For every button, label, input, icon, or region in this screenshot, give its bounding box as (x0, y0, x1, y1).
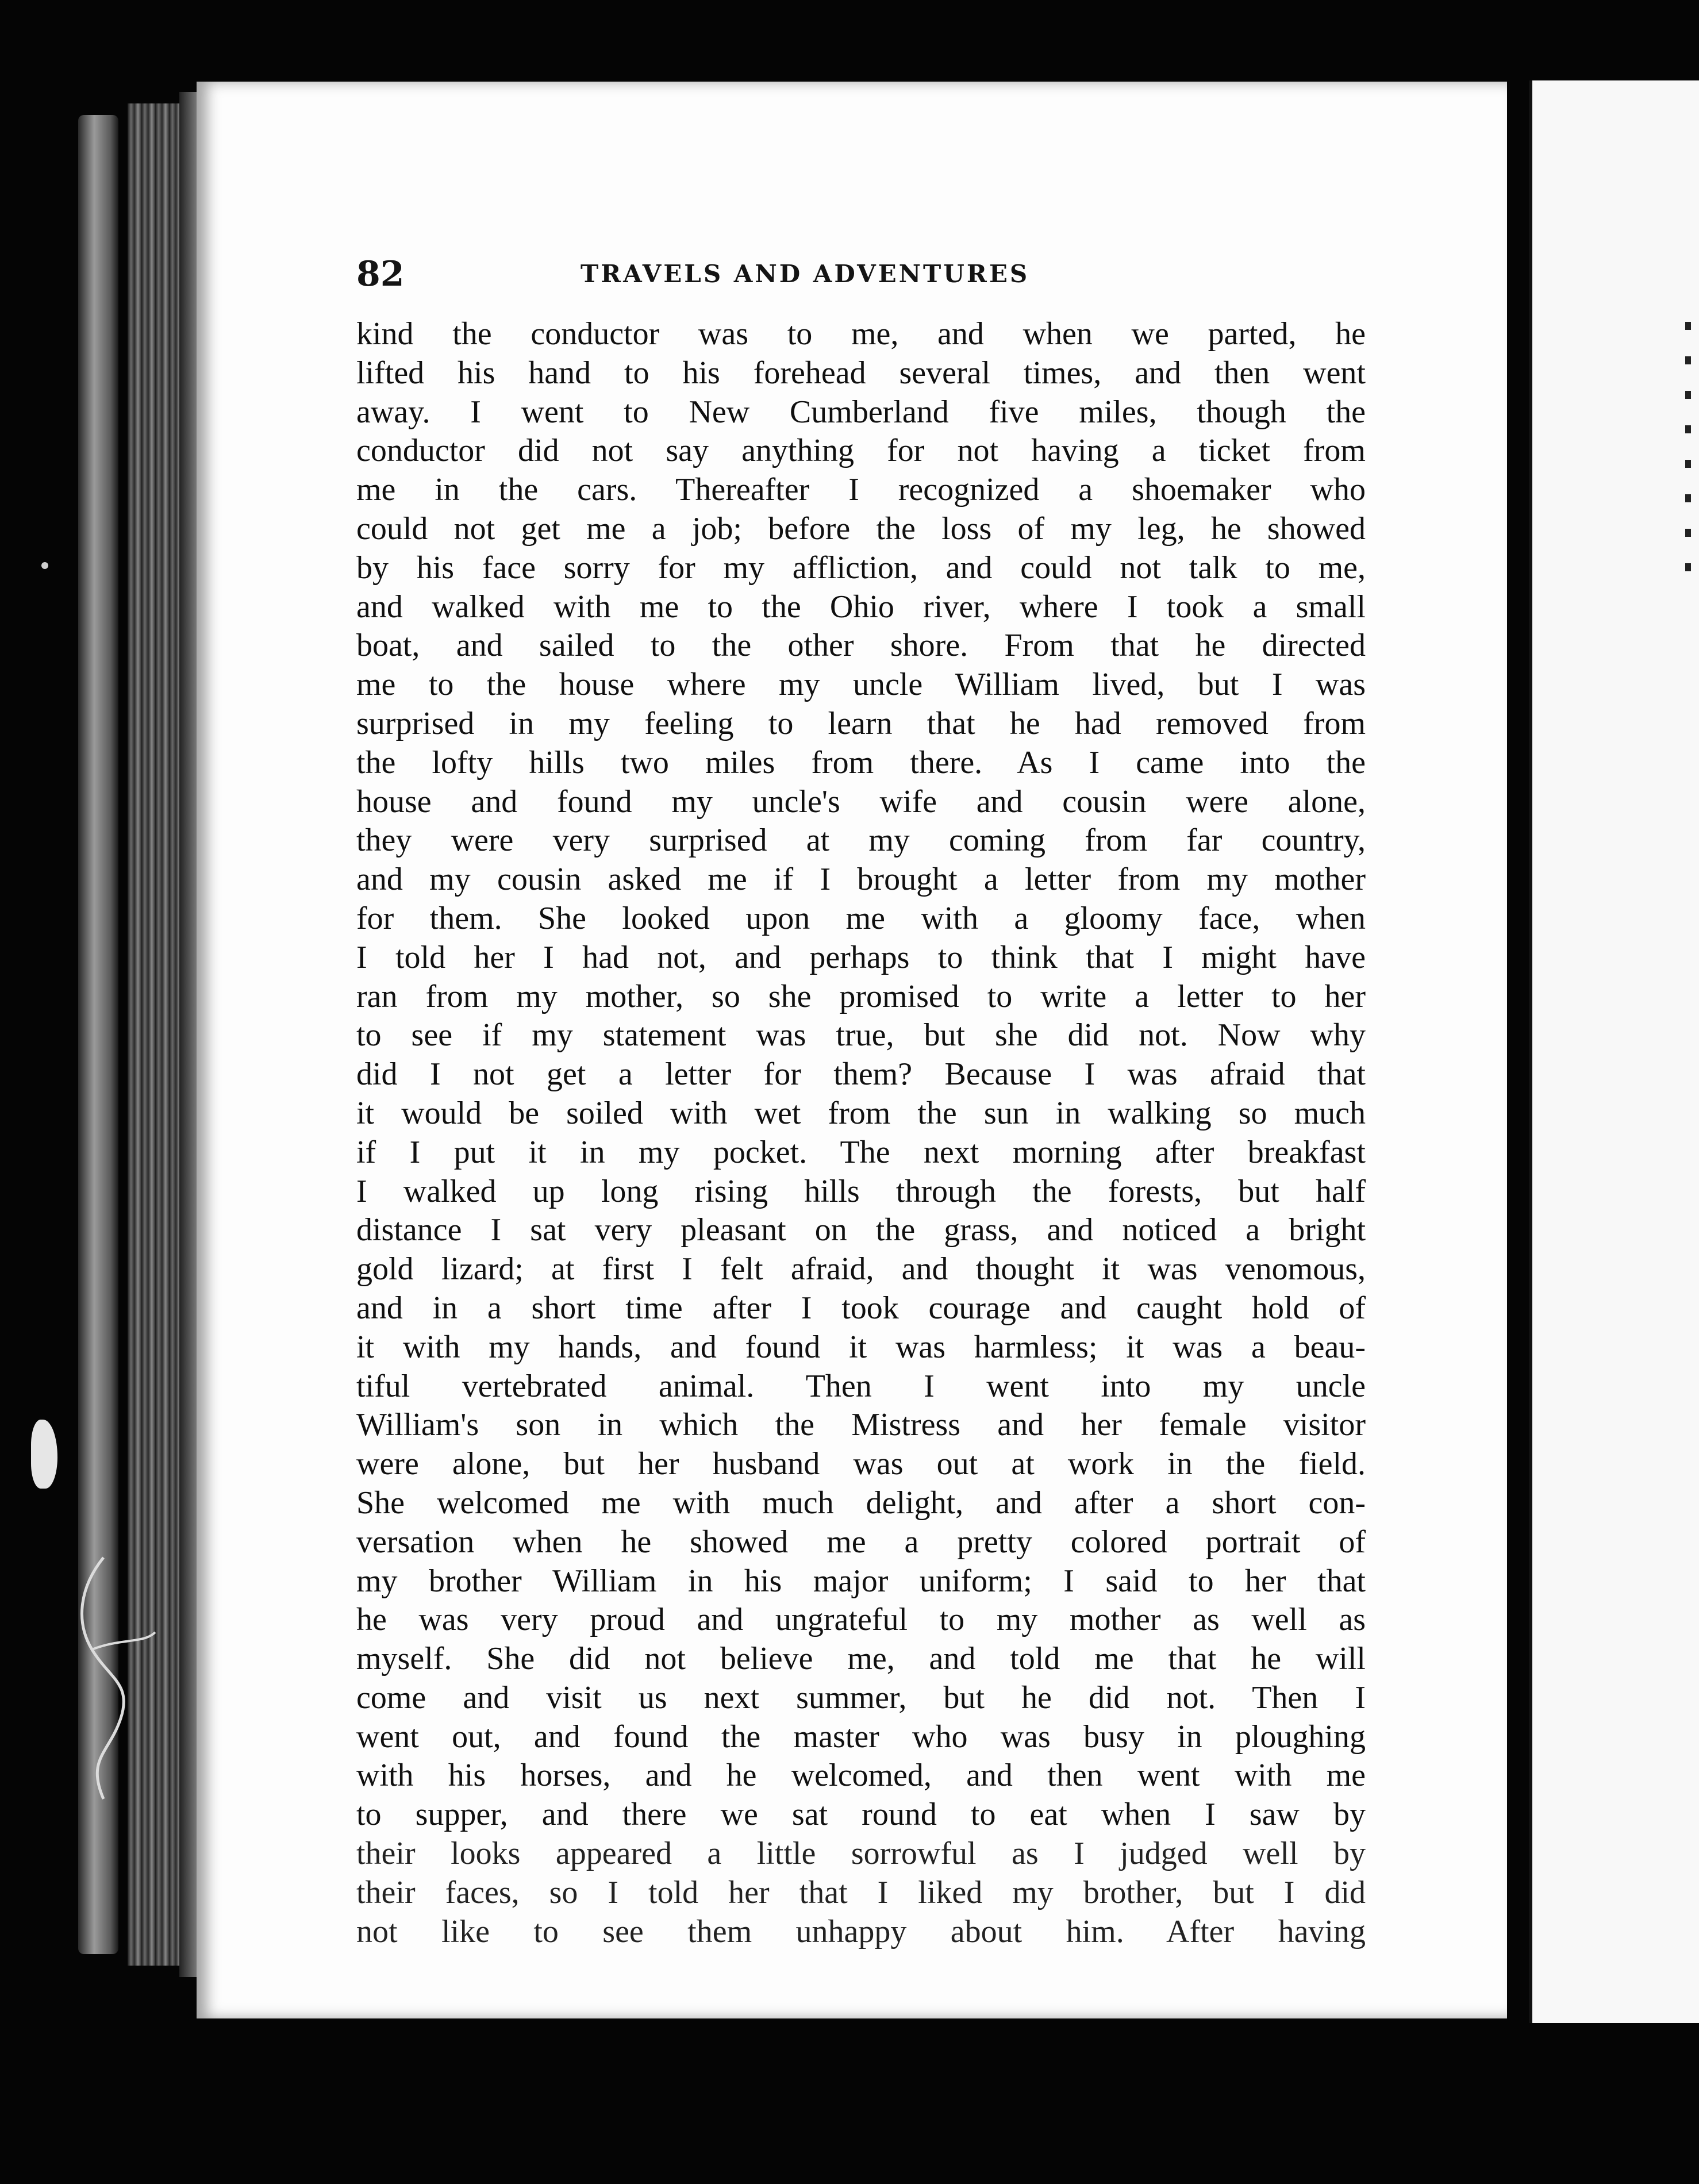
text-line: me to the house where my uncle William lived, but I was (356, 667, 1366, 703)
text-line: if I put it in my pocket. The next morning after breakfast (356, 1134, 1366, 1170)
text-line: they were very surprised at my coming from far country, (356, 822, 1366, 859)
text-line: it would be soiled with wet from the sun in walking so much (356, 1095, 1366, 1131)
facing-page-text-fragments (1685, 322, 1691, 586)
text-line: tiful vertebrated animal. Then I went into my uncle (356, 1368, 1366, 1404)
text-line: to supper, and there we sat round to eat when I saw by (356, 1797, 1366, 1833)
text-line: surprised in my feeling to learn that he had removed from (356, 705, 1366, 741)
text-line: away. I went to New Cumberland five miles, though the (356, 394, 1366, 430)
body-text (356, 315, 1366, 1951)
text-line: by his face sorry for my affliction, and could not talk to me, (356, 549, 1366, 586)
text-line: the lofty hills two miles from there. As I came into the (356, 744, 1366, 780)
running-head (356, 248, 1356, 300)
text-line: gold lizard; at first I felt afraid, and thought it was venomous, (356, 1251, 1366, 1287)
scan-speck (41, 562, 48, 569)
text-line: kind the conductor was to me, and when we parted, he (356, 316, 1366, 352)
text-line: lifted his hand to his forehead several times, and then went (356, 355, 1366, 391)
text-line: and in a short time after I took courage and caught hold of (356, 1290, 1366, 1326)
text-line: ran from my mother, so she promised to write a letter to her (356, 978, 1366, 1014)
text-line: conductor did not say anything for not having a ticket from (356, 433, 1366, 469)
facing-page-edge (1529, 80, 1699, 2023)
scan-fiber (69, 1552, 161, 1805)
text-line: myself. She did not believe me, and told me that he will (356, 1641, 1366, 1677)
page-number: 82 (356, 254, 405, 294)
text-line: did I not get a letter for them? Because I was afraid that (356, 1056, 1366, 1093)
text-line: he was very proud and ungrateful to my mother as well as (356, 1602, 1366, 1638)
text-line: William's son in which the Mistress and her female visitor (356, 1407, 1366, 1443)
text-line: boat, and sailed to the other shore. From that he directed (356, 628, 1366, 664)
text-line: it with my hands, and found it was harmless; it was a beau- (356, 1329, 1366, 1365)
text-line: I told her I had not, and perhaps to think that I might have (356, 939, 1366, 975)
text-line: with his horses, and he welcomed, and then went with me (356, 1758, 1366, 1794)
text-line: to see if my statement was true, but she did not. Now why (356, 1017, 1366, 1053)
text-line: I walked up long rising hills through the forests, but half (356, 1173, 1366, 1209)
text-line: could not get me a job; before the loss of my leg, he showed (356, 510, 1366, 547)
text-line: my brother William in his major uniform; I said to her that (356, 1563, 1366, 1599)
text-line: their faces, so I told her that I liked my brother, but I did (356, 1874, 1366, 1910)
running-title: TRAVELS AND ADVENTURES (581, 260, 1030, 288)
text-line: house and found my uncle's wife and cousin were alone, (356, 783, 1366, 820)
text-line: and my cousin asked me if I brought a letter from my mother (356, 862, 1366, 898)
text-line: versation when he showed me a pretty colored portrait of (356, 1524, 1366, 1560)
text-line: distance I sat very pleasant on the grass, and noticed a bright (356, 1212, 1366, 1248)
text-line: me in the cars. Thereafter I recognized a shoemaker who (356, 472, 1366, 508)
text-line: and walked with me to the Ohio river, where I took a small (356, 589, 1366, 625)
text-line: went out, and found the master who was busy in ploughing (356, 1718, 1366, 1755)
text-line: She welcomed me with much delight, and after a short con- (356, 1485, 1366, 1521)
text-line: not like to see them unhappy about him. After having (356, 1913, 1366, 1950)
text-line: for them. She looked upon me with a gloomy face, when (356, 900, 1366, 936)
text-line: their looks appeared a little sorrowful as I judged well by (356, 1836, 1366, 1872)
text-line: were alone, but her husband was out at work in the field. (356, 1446, 1366, 1482)
text-line: come and visit us next summer, but he did not. Then I (356, 1679, 1366, 1716)
book-gutter-shadow (179, 92, 197, 1977)
